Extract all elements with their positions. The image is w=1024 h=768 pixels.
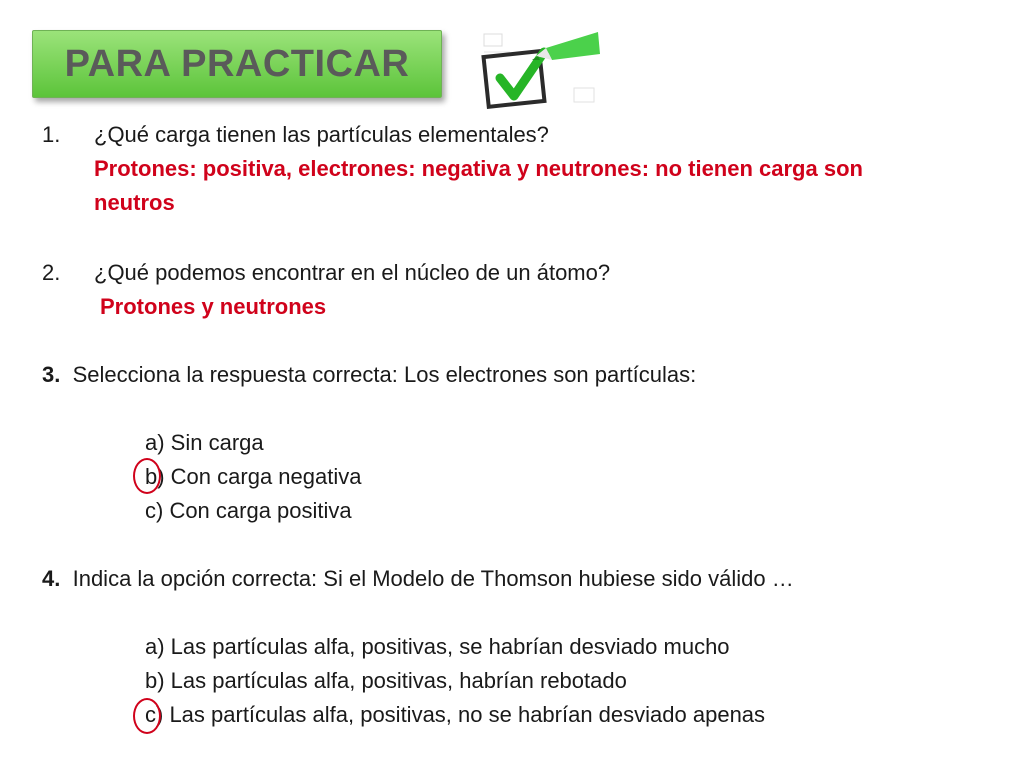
question-2-answer: Protones y neutrones: [100, 294, 327, 319]
question-4-option-b: b) Las partículas alfa, positivas, habrían rebotado: [145, 668, 627, 693]
question-2-text: ¿Qué podemos encontrar en el núcleo de un átomo?: [94, 260, 611, 285]
question-3-number: 3.: [42, 362, 61, 387]
question-4-number: 4.: [42, 566, 61, 591]
question-4-text: Indica la opción correcta: Si el Modelo de Thomson hubiese sido válido …: [72, 566, 794, 591]
correct-answer-circle-q4: [133, 698, 161, 734]
page-title: PARA PRACTICAR: [64, 42, 410, 85]
question-1-text: ¿Qué carga tienen las partículas elementales?: [94, 122, 549, 147]
question-3-option-c: c) Con carga positiva: [145, 498, 352, 523]
correct-answer-circle-q3: [133, 458, 161, 494]
question-3-text: Selecciona la respuesta correcta: Los electrones son partículas:: [72, 362, 697, 387]
question-1-answer-line-2: neutros: [94, 190, 175, 215]
title-banner: [32, 30, 442, 98]
question-4-option-a: a) Las partículas alfa, positivas, se habrían desviado mucho: [145, 634, 730, 659]
question-4-option-c: c) Las partículas alfa, positivas, no se habrían desviado apenas: [145, 702, 766, 727]
question-3: [42, 358, 696, 392]
question-3-option-a: a) Sin carga: [145, 430, 264, 455]
question-2-number: 2.: [42, 260, 61, 285]
question-1-answer-line-1: Protones: positiva, electrones: negativa y neutrones: no tienen carga son: [94, 156, 863, 181]
question-1-number: 1.: [42, 122, 61, 147]
question-3-option-b: b) Con carga negativa: [145, 464, 362, 489]
checkmark-box-icon: [470, 30, 600, 110]
question-4: [42, 562, 794, 596]
